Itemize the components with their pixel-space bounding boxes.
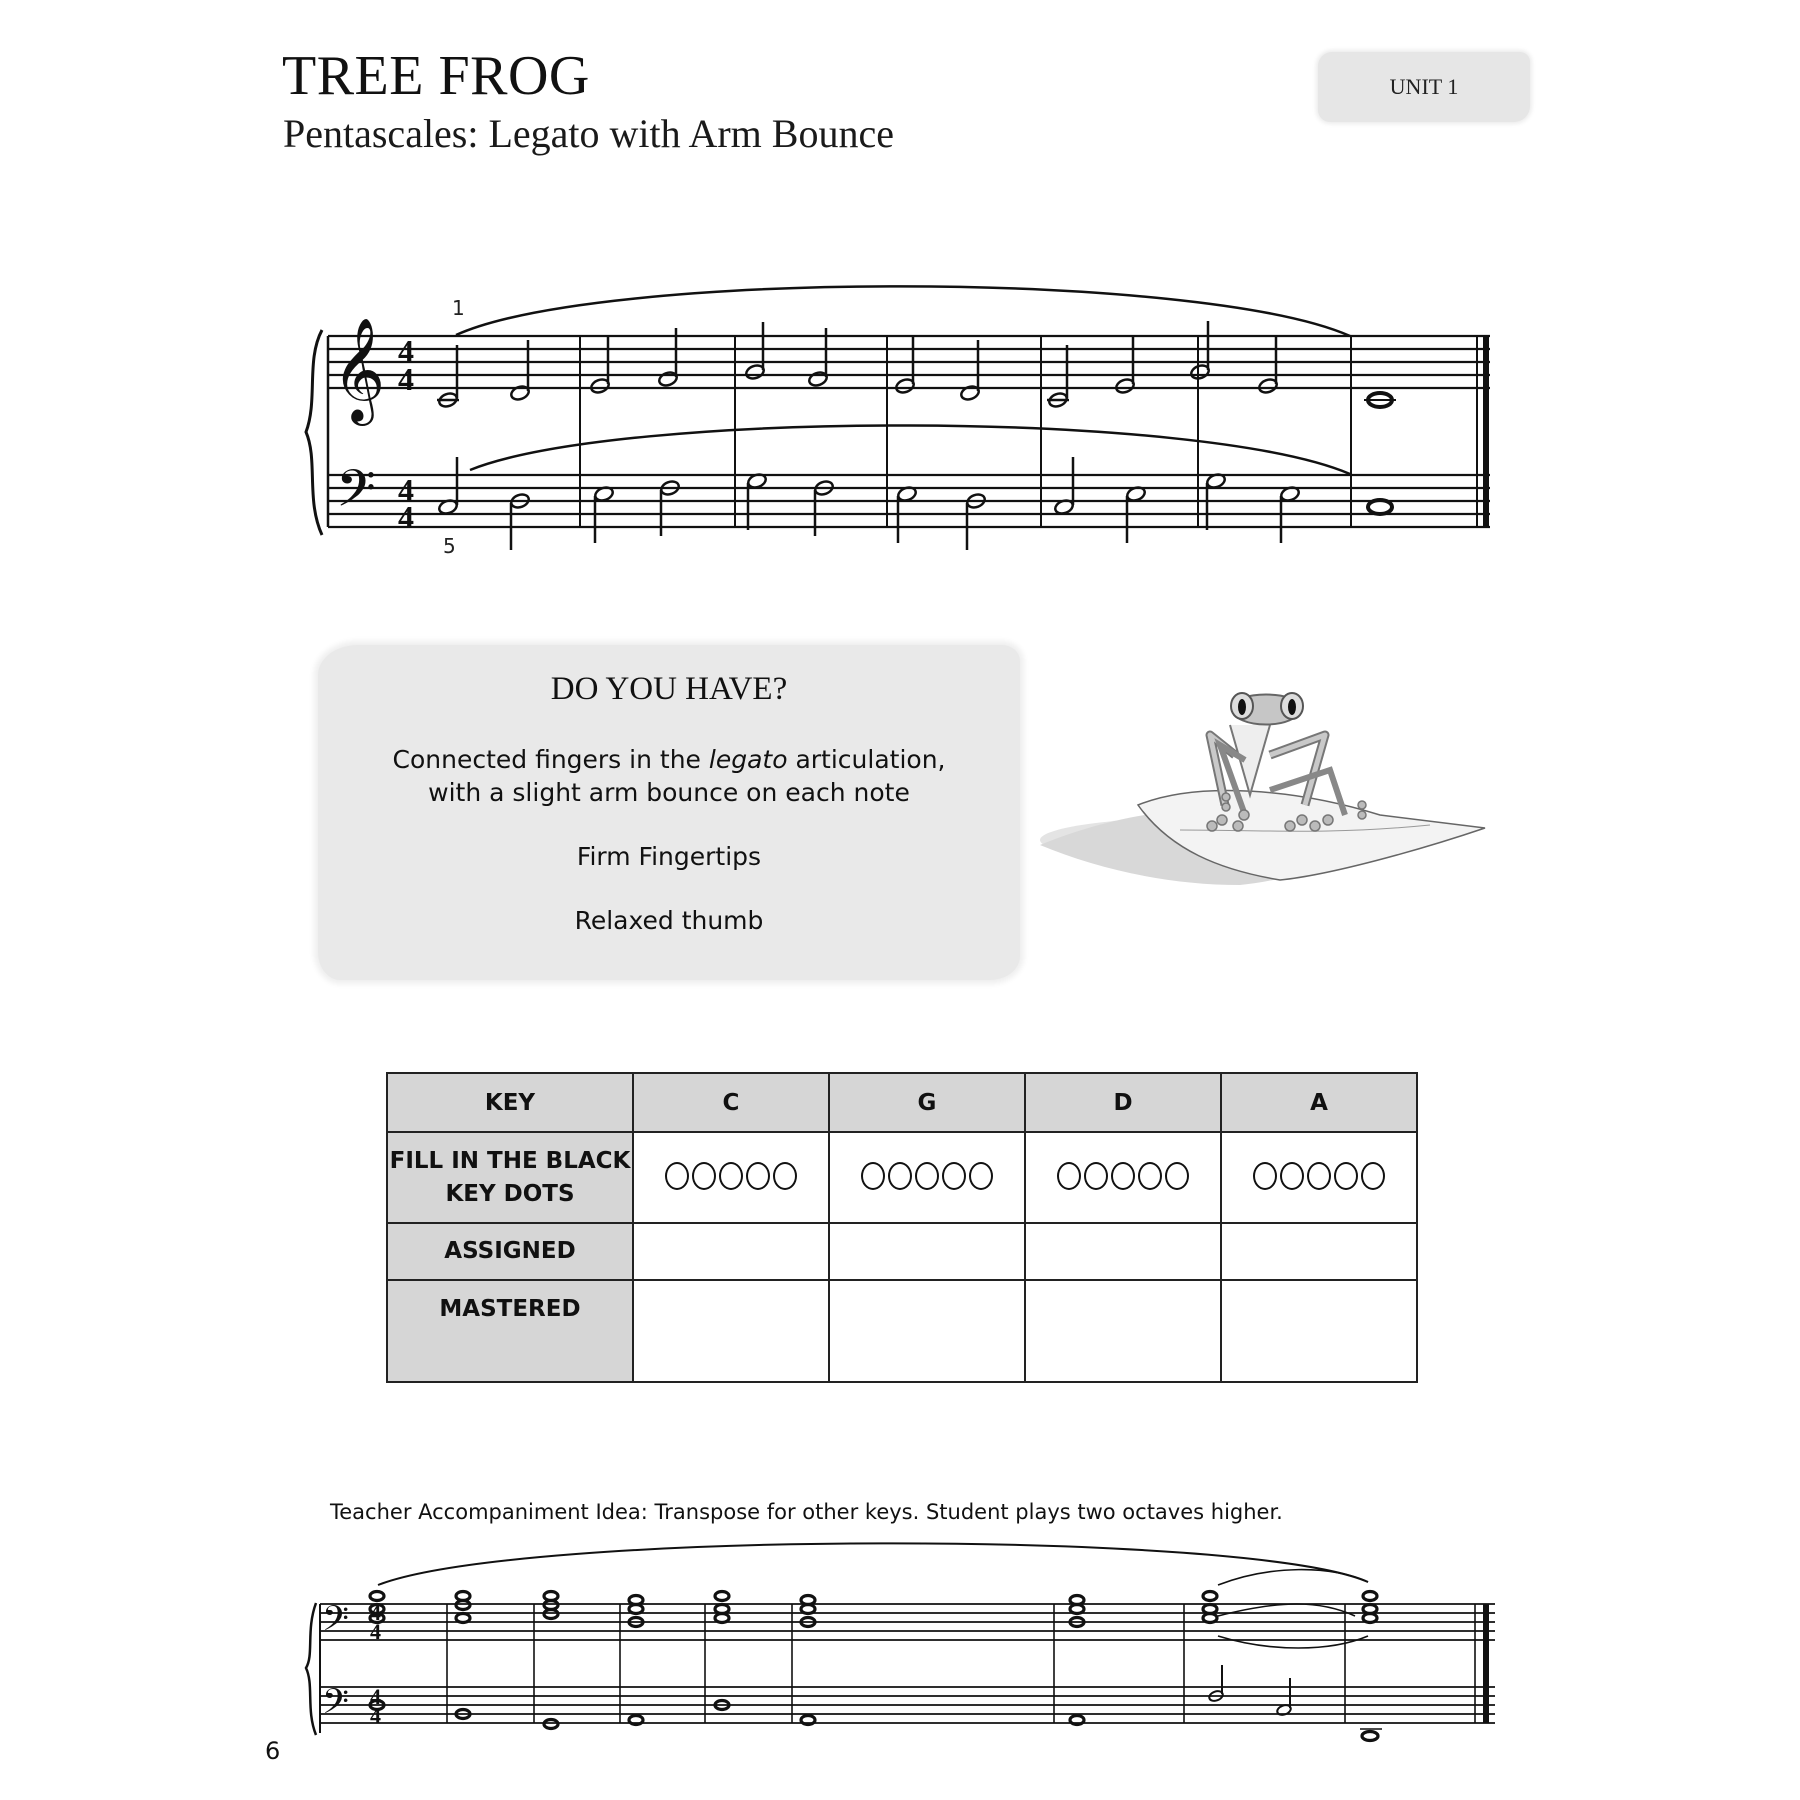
callout-line-firm-fingertips: Firm Fingertips bbox=[576, 842, 762, 871]
callout-title: DO YOU HAVE? bbox=[550, 671, 788, 707]
svg-text:4: 4 bbox=[398, 499, 414, 535]
row-label-assigned: ASSIGNED bbox=[387, 1223, 633, 1280]
fingering-5: 5 bbox=[443, 534, 456, 558]
unit-badge-label: UNIT 1 bbox=[1389, 74, 1459, 99]
page-number: 6 bbox=[265, 1737, 281, 1765]
callout-line-arm-bounce: with a slight arm bounce on each note bbox=[428, 778, 910, 807]
table-header-g: G bbox=[829, 1073, 1025, 1132]
table-header-d: D bbox=[1025, 1073, 1221, 1132]
svg-text:4: 4 bbox=[398, 472, 414, 508]
bass-clef-icon: 𝄢 bbox=[322, 1681, 350, 1730]
brace-icon bbox=[306, 1603, 316, 1735]
page-title: TREE FROG bbox=[282, 45, 590, 107]
callout-line-relaxed-thumb: Relaxed thumb bbox=[574, 906, 764, 935]
row-label-mastered: MASTERED bbox=[387, 1280, 633, 1382]
table-header-a: A bbox=[1221, 1073, 1417, 1132]
svg-text:4: 4 bbox=[370, 1600, 381, 1625]
teacher-accompaniment-note: Teacher Accompaniment Idea: Transpose for other keys. Student plays two octaves higher. bbox=[330, 1500, 1283, 1524]
table-header-key: KEY bbox=[387, 1073, 633, 1132]
bass-clef-icon: 𝄢 bbox=[322, 1598, 350, 1647]
treble-clef-icon: 𝄞 bbox=[332, 317, 386, 422]
svg-text:4: 4 bbox=[398, 361, 414, 397]
callout-line-legato: Connected fingers in the legato articulation, bbox=[392, 745, 946, 774]
svg-text:4: 4 bbox=[370, 1684, 381, 1709]
page-subtitle: Pentascales: Legato with Arm Bounce bbox=[283, 111, 894, 156]
table-header-c: C bbox=[633, 1073, 829, 1132]
svg-text:4: 4 bbox=[370, 1703, 381, 1728]
svg-text:4: 4 bbox=[398, 333, 414, 369]
row-label-black-key-dots: FILL IN THE BLACK KEY DOTS bbox=[387, 1132, 633, 1223]
fingering-1: 1 bbox=[452, 296, 465, 320]
bass-clef-icon: 𝄢 bbox=[336, 458, 376, 531]
svg-text:4: 4 bbox=[370, 1619, 381, 1644]
